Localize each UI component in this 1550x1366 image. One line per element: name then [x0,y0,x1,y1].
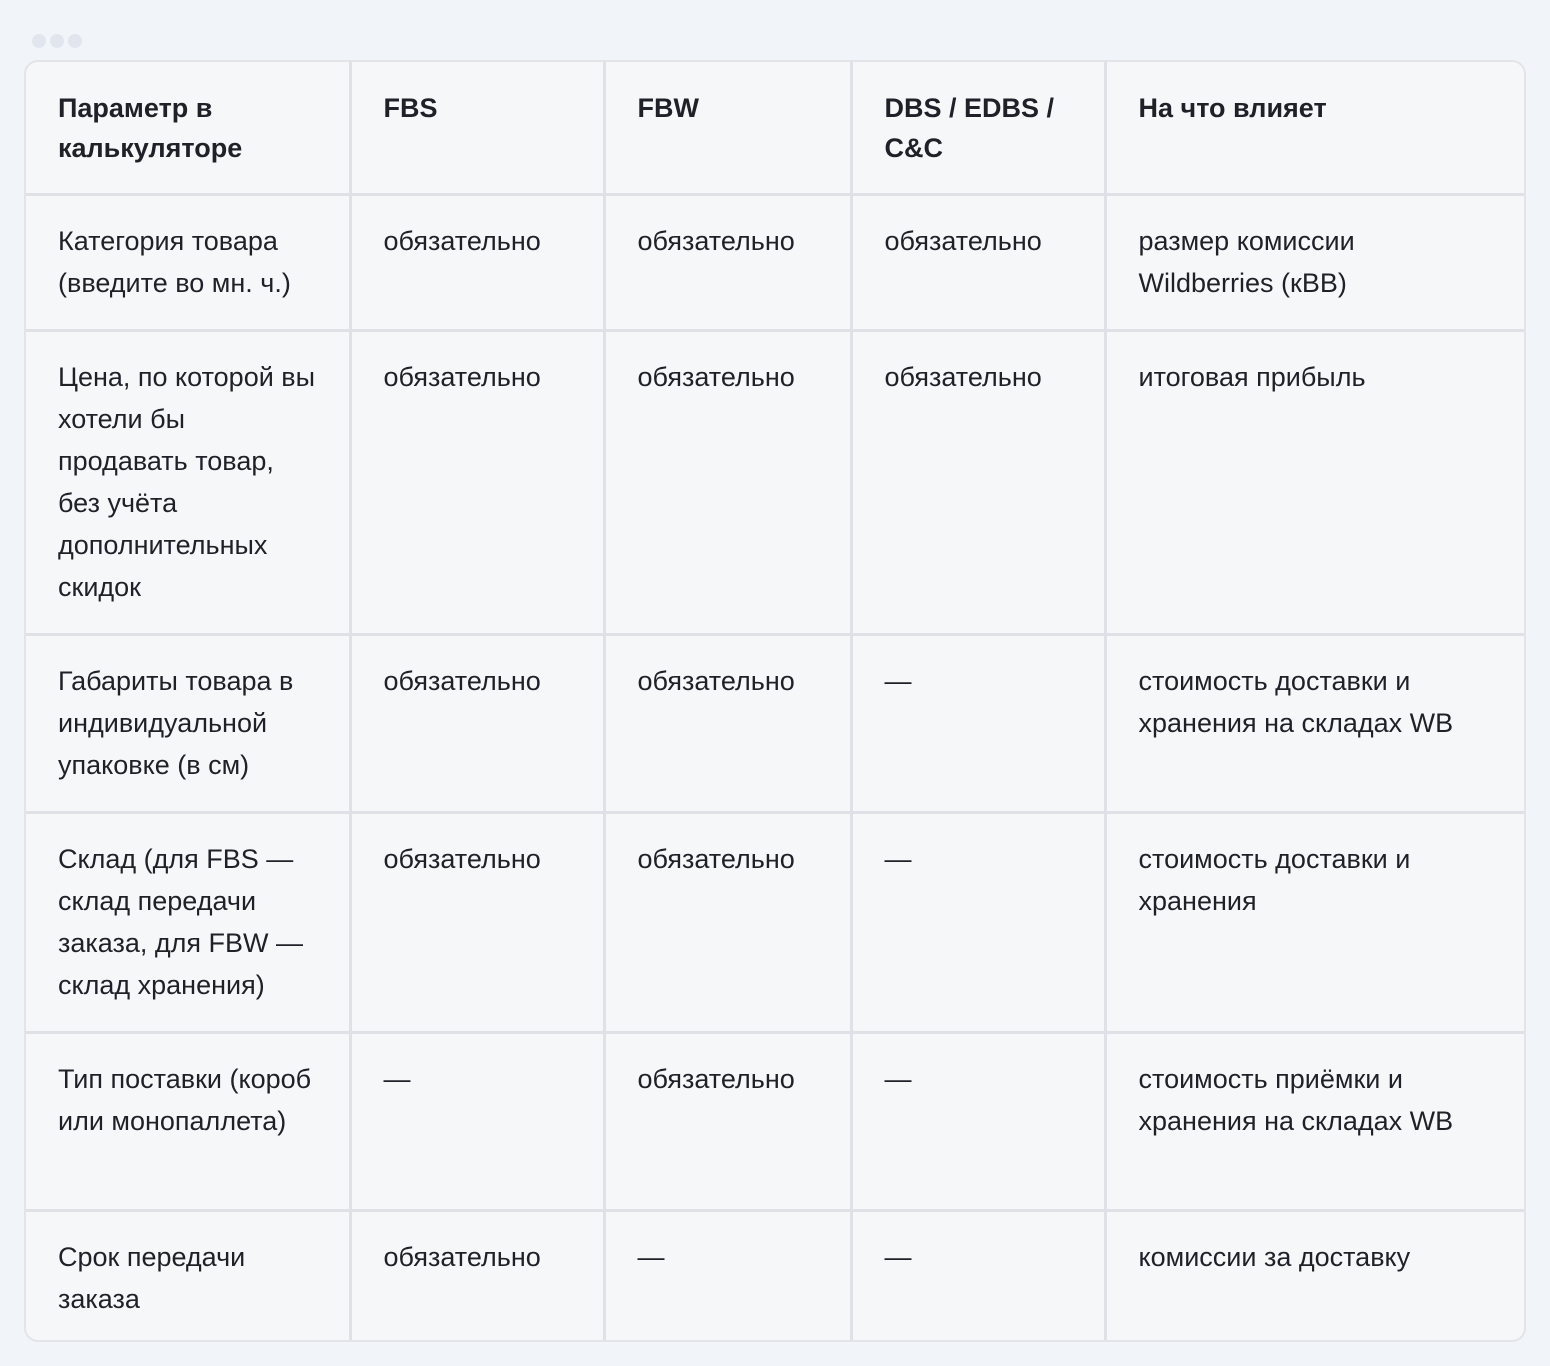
table-row [26,330,1524,634]
window-dot-icon [50,34,64,48]
table-row [26,812,1524,1032]
cell-fbs: обязательно [350,330,604,634]
cell-affects: стоимость доставки и хранения [1105,812,1524,1032]
calculator-parameters-table [24,60,1526,1342]
header-affects: На что влияет [1105,62,1524,194]
cell-fbw: обязательно [604,812,851,1032]
cell-fbs: — [350,1032,604,1210]
cell-fbw: обязательно [604,194,851,330]
cell-fbs: обязательно [350,1210,604,1342]
cell-dbs: — [851,1210,1105,1342]
cell-fbw: — [604,1210,851,1342]
window-dot-icon [32,34,46,48]
cell-fbw: обязательно [604,634,851,812]
table-header-row [26,62,1524,194]
window-dot-icon [68,34,82,48]
header-fbs: FBS [350,62,604,194]
header-parameter: Параметр в калькуляторе [26,62,350,194]
table-row [26,194,1524,330]
cell-parameter: Габариты товара в индивидуальной упаковке (в см) [26,634,350,812]
cell-parameter: Категория товара (введите во мн. ч.) [26,194,350,330]
cell-parameter: Срок передачи заказа [26,1210,350,1342]
table-row [26,634,1524,812]
header-dbs: DBS / EDBS / C&C [851,62,1105,194]
cell-affects: итоговая прибыль [1105,330,1524,634]
table-row [26,1032,1524,1210]
cell-affects: стоимость доставки и хранения на складах WB [1105,634,1524,812]
cell-parameter: Склад (для FBS — склад передачи заказа, для FBW — склад хранения) [26,812,350,1032]
cell-dbs: — [851,812,1105,1032]
cell-parameter: Тип поставки (короб или монопаллета) [26,1032,350,1210]
cell-affects: стоимость приёмки и хранения на складах WB [1105,1032,1524,1210]
cell-parameter: Цена, по которой вы хотели бы продавать товар, без учёта дополнительных скидок [26,330,350,634]
cell-fbs: обязательно [350,194,604,330]
cell-affects: комиссии за доставку [1138,1241,1411,1272]
cell-dbs: обязательно [851,330,1105,634]
cell-fbs: обязательно [350,634,604,812]
cell-affects: размер комиссии Wildberries (кВВ) [1105,194,1524,330]
table-row [26,1210,1524,1342]
cell-dbs: — [851,1032,1105,1210]
cell-dbs: обязательно [851,194,1105,330]
cell-dbs: — [851,634,1105,812]
cell-fbw: обязательно [604,1032,851,1210]
cell-fbw: обязательно [604,330,851,634]
cell-fbs: обязательно [350,812,604,1032]
window-dots [32,34,82,48]
header-fbw: FBW [604,62,851,194]
